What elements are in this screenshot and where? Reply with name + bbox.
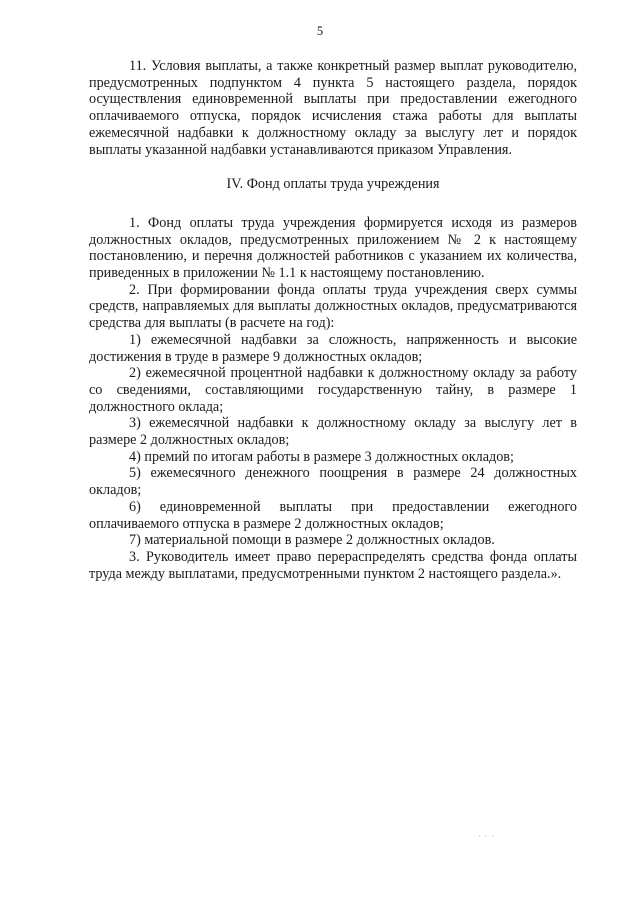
list-item-5: 5) ежемесячного денежного поощрения в размере 24 должностных окладов; [89,465,577,499]
section-paragraph-1: 1. Фонд оплаты труда учреждения формируется исходя из размеров должностных окладов, предусмотренных приложением № 2 к настоящему постановлению, и перечня должностей работников с указанием их количества, приведенных в приложении № 1.1 к настоящему постановлению. [89,214,577,282]
list-item-3: 3) ежемесячной надбавки к должностному окладу за выслугу лет в размере 2 должностных окладов; [89,415,577,449]
paragraph-11: 11. Условия выплаты, а также конкретный размер выплат руководителю, предусмотренных подпунктом 4 пункта 5 настоящего раздела, порядок осуществления единовременной выплаты при предоставлении ежегодного оплачиваемого отпуска, порядок исчисления стажа работы для выплаты ежемесячной надбавки к должностному окладу за выслугу лет и порядок выплаты указанной надбавки устанавливаются приказом Управления. [89,58,577,158]
list-item-1: 1) ежемесячной надбавки за сложность, напряженность и высокие достижения в труде в размере 9 должностных окладов; [89,331,577,365]
document-body [89,58,577,582]
page-number: 5 [316,24,324,38]
section-title: IV. Фонд оплаты труда учреждения [226,176,440,193]
scan-speck-mark: · · · [478,832,495,841]
list-item-4: 4) премий по итогам работы в размере 3 должностных окладов; [129,448,514,465]
list-item-6: 6) единовременной выплаты при предоставлении ежегодного оплачиваемого отпуска в размере 2 должностных окладов; [89,498,577,532]
section-paragraph-2: 2. При формировании фонда оплаты труда учреждения сверх суммы средств, направляемых для выплаты должностных окладов, предусматриваются средства для выплаты (в расчете на год): [89,281,577,332]
list-item-7: 7) материальной помощи в размере 2 должностных окладов. [129,532,495,549]
list-item-2: 2) ежемесячной процентной надбавки к должностному окладу за работу со сведениями, составляющими государственную тайну, в размере 1 должностного оклада; [89,365,577,415]
section-paragraph-3: 3. Руководитель имеет право перераспределять средства фонда оплаты труда между выплатами, предусмотренными пунктом 2 настоящего раздела.». [89,548,577,582]
